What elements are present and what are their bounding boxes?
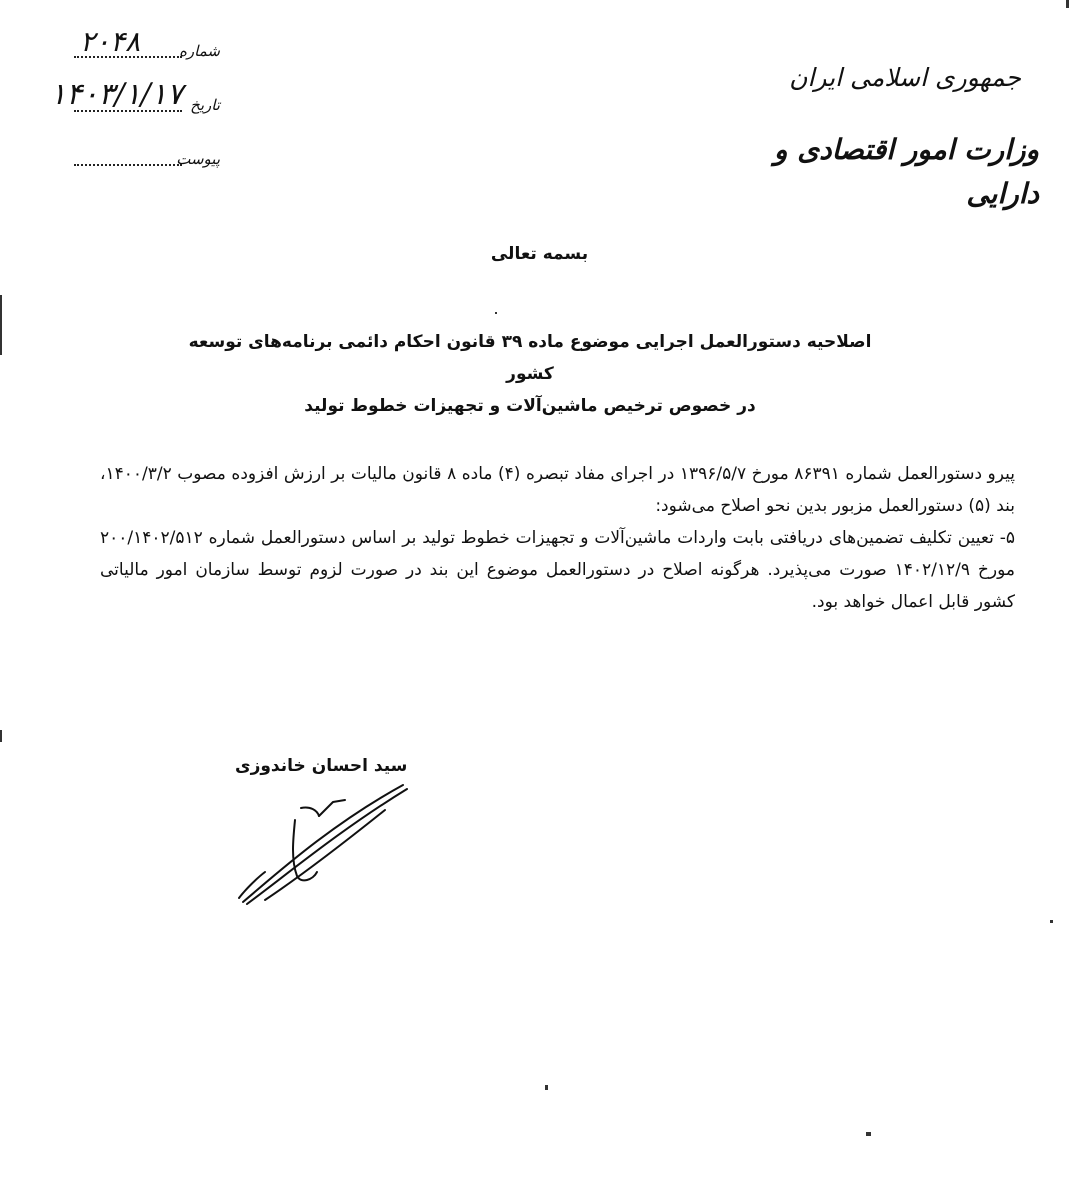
- letter-attachment-row: [50, 138, 250, 172]
- scan-dot: [866, 1132, 871, 1136]
- invocation: بسمه تعالی: [490, 244, 589, 264]
- letter-attachment-label: پیوست: [176, 150, 220, 168]
- letter-meta: [50, 25, 250, 192]
- ministry-line-2: وزارت امور اقتصادی و دارایی: [773, 133, 1039, 210]
- body-paragraph-2: ۵- تعیین تکلیف تضمین‌های دریافتی بابت واردات ماشین‌آلات و تجهیزات خطوط تولید بر اساس دستورالعمل شماره ۲۰۰/۱۴۰۲/۵۱۲ مورخ ۱۴۰۲/۱۲/۹ صورت می‌پذیرد. هرگونه اصلاح در دستورالعمل موضوع این بند در صورت لزوم توسط سازمان امور مالیاتی کشور قابل اعمال خواهد بود.: [100, 528, 1015, 612]
- scan-dot: [495, 312, 497, 314]
- signer-name: سید احسان خاندوزی: [235, 756, 408, 776]
- scan-edge-mark: [1066, 0, 1069, 8]
- letter-number-value: ۲۰۴۸: [80, 25, 141, 58]
- letter-number-label: شماره: [179, 42, 220, 60]
- scan-dot: [545, 1085, 548, 1090]
- scan-dot: [1050, 920, 1053, 923]
- ministry-line-1: جمهوری اسلامی ایران: [789, 63, 1021, 92]
- title-line-2: در خصوص ترخیص ماشین‌آلات و تجهیزات خطوط تولید: [304, 396, 756, 416]
- ministry-header: [739, 58, 1039, 216]
- body-paragraph-1: پیرو دستورالعمل شماره ۸۶۳۹۱ مورخ ۱۳۹۶/۵/۷ در اجرای مفاد تبصره (۴) ماده ۸ قانون مالیات بر ارزش افزوده مصوب ۱۴۰۰/۳/۲، بند (۵) دستورالعمل مزبور بدین نحو اصلاح می‌شود:: [100, 464, 1015, 516]
- letter-date-row: [50, 77, 250, 118]
- scan-edge-mark: [0, 295, 2, 355]
- letter-date-value: ۱۴۰۳/۱/۱۷: [50, 77, 184, 112]
- letter-date-label: تاریخ: [190, 96, 220, 114]
- handwritten-signature: [235, 780, 415, 910]
- document-title: [180, 326, 880, 422]
- letter-number-row: [50, 25, 250, 64]
- title-line-1: اصلاحیه دستورالعمل اجرایی موضوع ماده ۳۹ قانون احکام دائمی برنامه‌های توسعه کشور: [188, 332, 872, 384]
- letter-body: [100, 458, 1015, 618]
- dotted-line: [74, 164, 182, 166]
- scan-edge-mark: [0, 730, 2, 742]
